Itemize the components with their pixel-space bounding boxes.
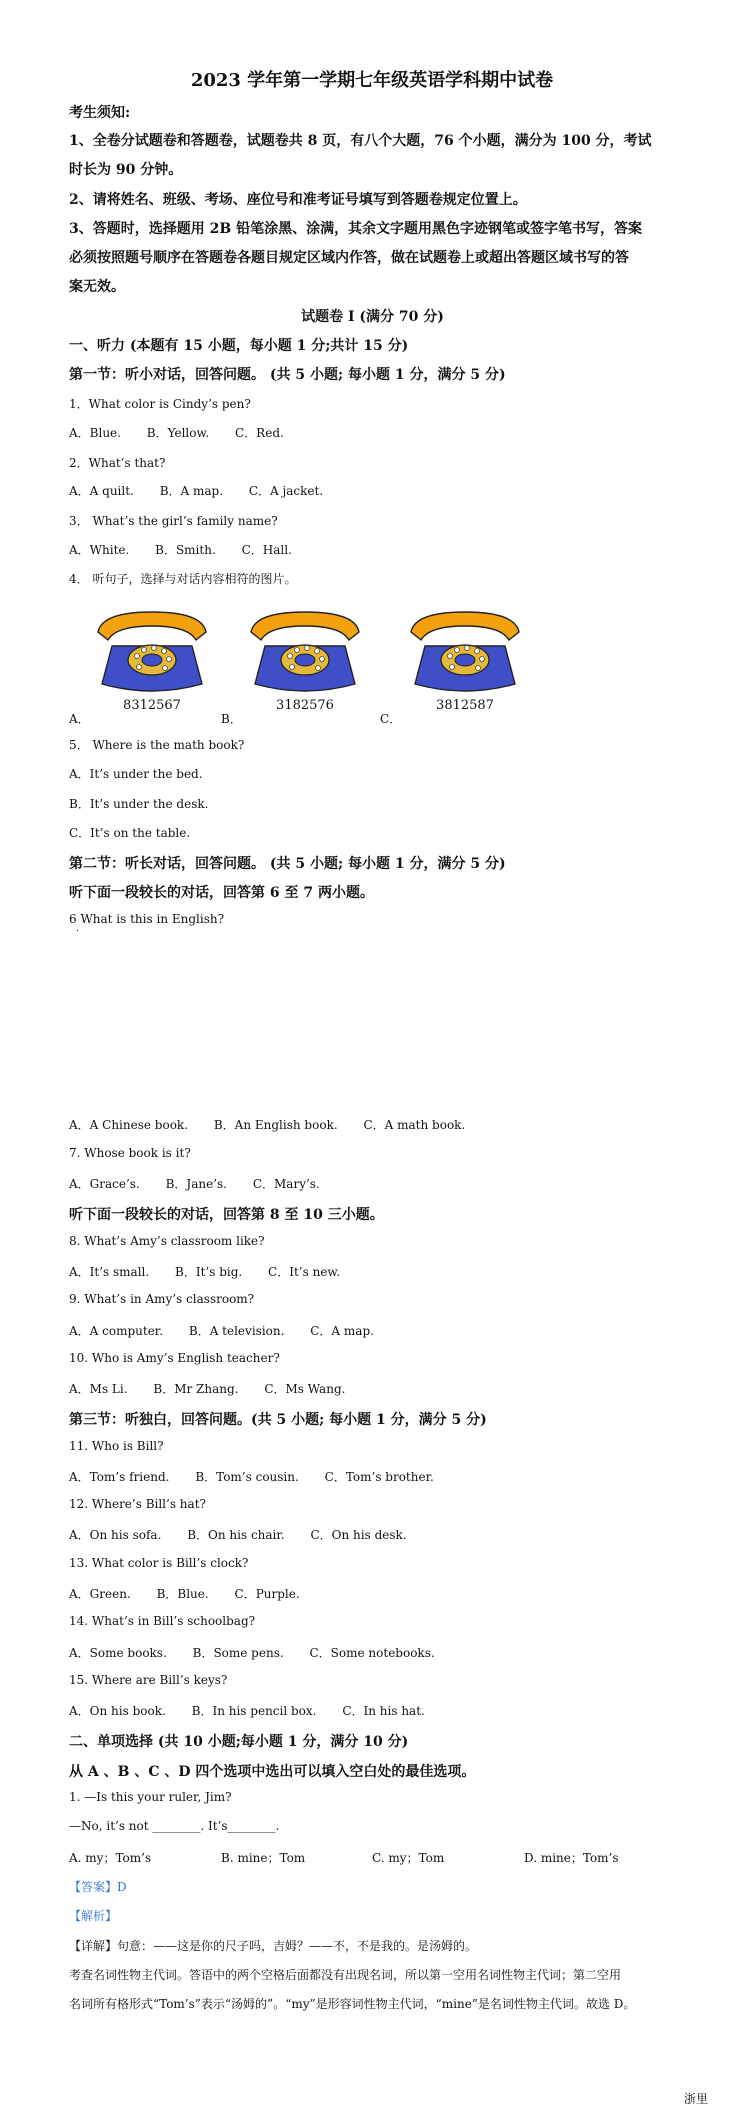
subsection-heading: 第三节：听独白，回答问题。(共 5 小题; 每小题 1 分，满分 5 分): [69, 1412, 487, 1428]
option-label: A．: [69, 712, 90, 726]
question-options: [69, 1116, 676, 1133]
question-text: 13. What color is Bill’s clock?: [69, 1556, 249, 1570]
question-text: 11. Who is Bill?: [69, 1439, 164, 1453]
section-instruction: 从 A 、B 、C 、D 四个选项中选出可以填入空白处的最佳选项。: [69, 1764, 476, 1780]
question-options: [69, 1380, 676, 1397]
question-text: 8. What’s Amy’s classroom like?: [69, 1234, 265, 1248]
option: B．Smith.: [155, 543, 216, 557]
question-options: [69, 482, 676, 499]
option: A．Grace’s.: [69, 1177, 140, 1191]
question-options: [69, 424, 676, 441]
option: B．An English book.: [213, 1118, 338, 1132]
detail-text: 【详解】句意：——这是你的尺子吗，吉姆？——不，不是我的。是汤姆的。: [69, 1939, 478, 1953]
telephone-icon: [245, 606, 365, 701]
question-text: 2．What’s that?: [69, 456, 166, 470]
option: B．It’s under the desk.: [69, 797, 209, 811]
option: C. my；Tom: [372, 1851, 445, 1865]
option: C．A math book.: [363, 1118, 466, 1132]
question-options: [69, 1322, 676, 1339]
option: C．Some notebooks.: [309, 1646, 435, 1660]
option: A．A Chinese book.: [69, 1118, 189, 1132]
question-options: [69, 1526, 676, 1543]
footer-mark: 浙里: [683, 2092, 708, 2106]
question-options: [69, 1585, 676, 1602]
answer-label: 【答案】D: [69, 1880, 127, 1894]
notice-line: 时长为 90 分钟。: [69, 162, 183, 178]
question-text: 1．What color is Cindy’s pen?: [69, 397, 251, 411]
option: C．Ms Wang.: [264, 1382, 346, 1396]
option: B．A television.: [188, 1324, 285, 1338]
question-options: [69, 541, 676, 558]
subsection-heading: 第一节：听小对话，回答问题。 (共 5 小题; 每小题 1 分，满分 5 分): [69, 367, 506, 383]
option: B．On his chair.: [187, 1528, 285, 1542]
telephone-icon: [92, 606, 212, 701]
option: B．Jane’s.: [165, 1177, 227, 1191]
option: A．A computer.: [69, 1324, 164, 1338]
question-text: 14. What’s in Bill’s schoolbag?: [69, 1614, 256, 1628]
option-label: C．: [380, 712, 402, 726]
notice-line: 3、答题时，选择题用 2B 铅笔涂黑、涂满，其余文字题用黑色字迹钢笔或签字笔书写，答案: [69, 221, 643, 237]
question-text: 1. —Is this your ruler, Jim?: [69, 1790, 232, 1804]
option: C．On his desk.: [310, 1528, 407, 1542]
option: B．It’s big.: [175, 1265, 243, 1279]
notice-line: 2、请将姓名、班级、考场、座位号和准考证号填写到答题卷规定位置上。: [69, 192, 527, 208]
option: C．A map.: [310, 1324, 374, 1338]
option: A．Ms Li.: [69, 1382, 128, 1396]
subsection-heading: 第二节：听长对话，回答问题。 (共 5 小题; 每小题 1 分，满分 5 分): [69, 856, 506, 872]
option: C．Mary’s.: [252, 1177, 320, 1191]
question-text: 7. Whose book is it?: [69, 1146, 191, 1160]
option: B．Tom’s cousin.: [195, 1470, 299, 1484]
question-text: 4． 听句子，选择与对话内容相符的图片。: [69, 572, 297, 586]
option: C．In his hat.: [342, 1704, 425, 1718]
telephone-pictures: [69, 606, 589, 726]
question-text: 6 What is this in English?: [69, 912, 225, 926]
stray-mark: ·: [76, 926, 80, 937]
option: B．Yellow.: [146, 426, 210, 440]
option: A．It’s small.: [69, 1265, 150, 1279]
question-text: —No, it’s not ________. It’s________.: [69, 1819, 280, 1833]
question-options: [69, 1263, 676, 1280]
option: B. mine；Tom: [221, 1851, 306, 1865]
page-title: 2023 学年第一学期七年级英语学科期中试卷: [190, 70, 554, 91]
subsection-instruction: 听下面一段较长的对话，回答第 8 至 10 三小题。: [69, 1207, 384, 1223]
option: A．Blue.: [69, 426, 121, 440]
question-options: [69, 1468, 676, 1485]
telephone-icon: [405, 606, 525, 701]
option: A．It’s under the bed.: [69, 767, 203, 781]
option: A．A quilt.: [69, 484, 134, 498]
option: A．White.: [69, 543, 130, 557]
option: B．Blue.: [156, 1587, 209, 1601]
option: A．Some books.: [69, 1646, 167, 1660]
option: A. my；Tom’s: [69, 1851, 152, 1865]
question-text: 10. Who is Amy’s English teacher?: [69, 1351, 280, 1365]
option: A．On his book.: [69, 1704, 166, 1718]
option: C．Purple.: [234, 1587, 300, 1601]
subsection-instruction: 听下面一段较长的对话，回答第 6 至 7 两小题。: [69, 885, 374, 901]
question-options: [69, 1175, 676, 1192]
question-text: 12. Where’s Bill’s hat?: [69, 1497, 206, 1511]
section-heading: 一、听力 (本题有 15 小题，每小题 1 分;共计 15 分): [69, 338, 409, 354]
notice-heading: 考生须知:: [69, 105, 131, 121]
option: D. mine；Tom’s: [524, 1851, 619, 1865]
question-options: [69, 1702, 676, 1719]
option: B．In his pencil box.: [191, 1704, 317, 1718]
notice-line: 必须按照题号顺序在答题卷各题目规定区域内作答，做在试题卷上或超出答题区域书写的答: [69, 250, 629, 266]
phone-number: 3182576: [276, 698, 334, 713]
notice-line: 1、全卷分试题卷和答题卷，试题卷共 8 页，有八个大题，76 个小题，满分为 100 分，考试: [69, 133, 652, 149]
option: C．It’s on the table.: [69, 826, 191, 840]
question-text: 3． What’s the girl’s family name?: [69, 514, 278, 528]
option: A．On his sofa.: [69, 1528, 162, 1542]
option: C．Red.: [235, 426, 284, 440]
question-text: 9. What’s in Amy’s classroom?: [69, 1292, 255, 1306]
telephone-picture-b: [245, 606, 365, 718]
option: C．A jacket.: [248, 484, 324, 498]
notice-line: 案无效。: [69, 279, 125, 295]
question-text: 15. Where are Bill’s keys?: [69, 1673, 228, 1687]
analysis-label: 【解析】: [69, 1909, 118, 1923]
option: C．Tom’s brother.: [324, 1470, 434, 1484]
telephone-picture-a: [92, 606, 212, 718]
telephone-picture-c: [405, 606, 525, 718]
section-heading: 二、单项选择 (共 10 小题;每小题 1 分，满分 10 分): [69, 1734, 409, 1750]
option: B．Mr Zhang.: [153, 1382, 239, 1396]
option: B．A map.: [159, 484, 224, 498]
question-text: 5． Where is the math book?: [69, 738, 245, 752]
phone-number: 3812587: [436, 698, 494, 713]
phone-number: 8312567: [123, 698, 181, 713]
explanation-text: 考查名词性物主代词。答语中的两个空格后面都没有出现名词，所以第一空用名词性物主代词；第二空用: [69, 1968, 622, 1982]
paper-heading: 试题卷 I (满分 70 分): [301, 309, 444, 325]
option: C．Hall.: [241, 543, 292, 557]
option: C．It’s new.: [268, 1265, 341, 1279]
option-label: B．: [221, 712, 242, 726]
option: A．Tom’s friend.: [69, 1470, 170, 1484]
option: B．Some pens.: [192, 1646, 284, 1660]
explanation-text: 名词所有格形式“Tom’s”表示“汤姆的”。“my”是形容词性物主代词，“mine”是名词性物主代词。故选 D。: [69, 1997, 636, 2011]
option: A．Green.: [69, 1587, 131, 1601]
question-options: [69, 1644, 676, 1661]
